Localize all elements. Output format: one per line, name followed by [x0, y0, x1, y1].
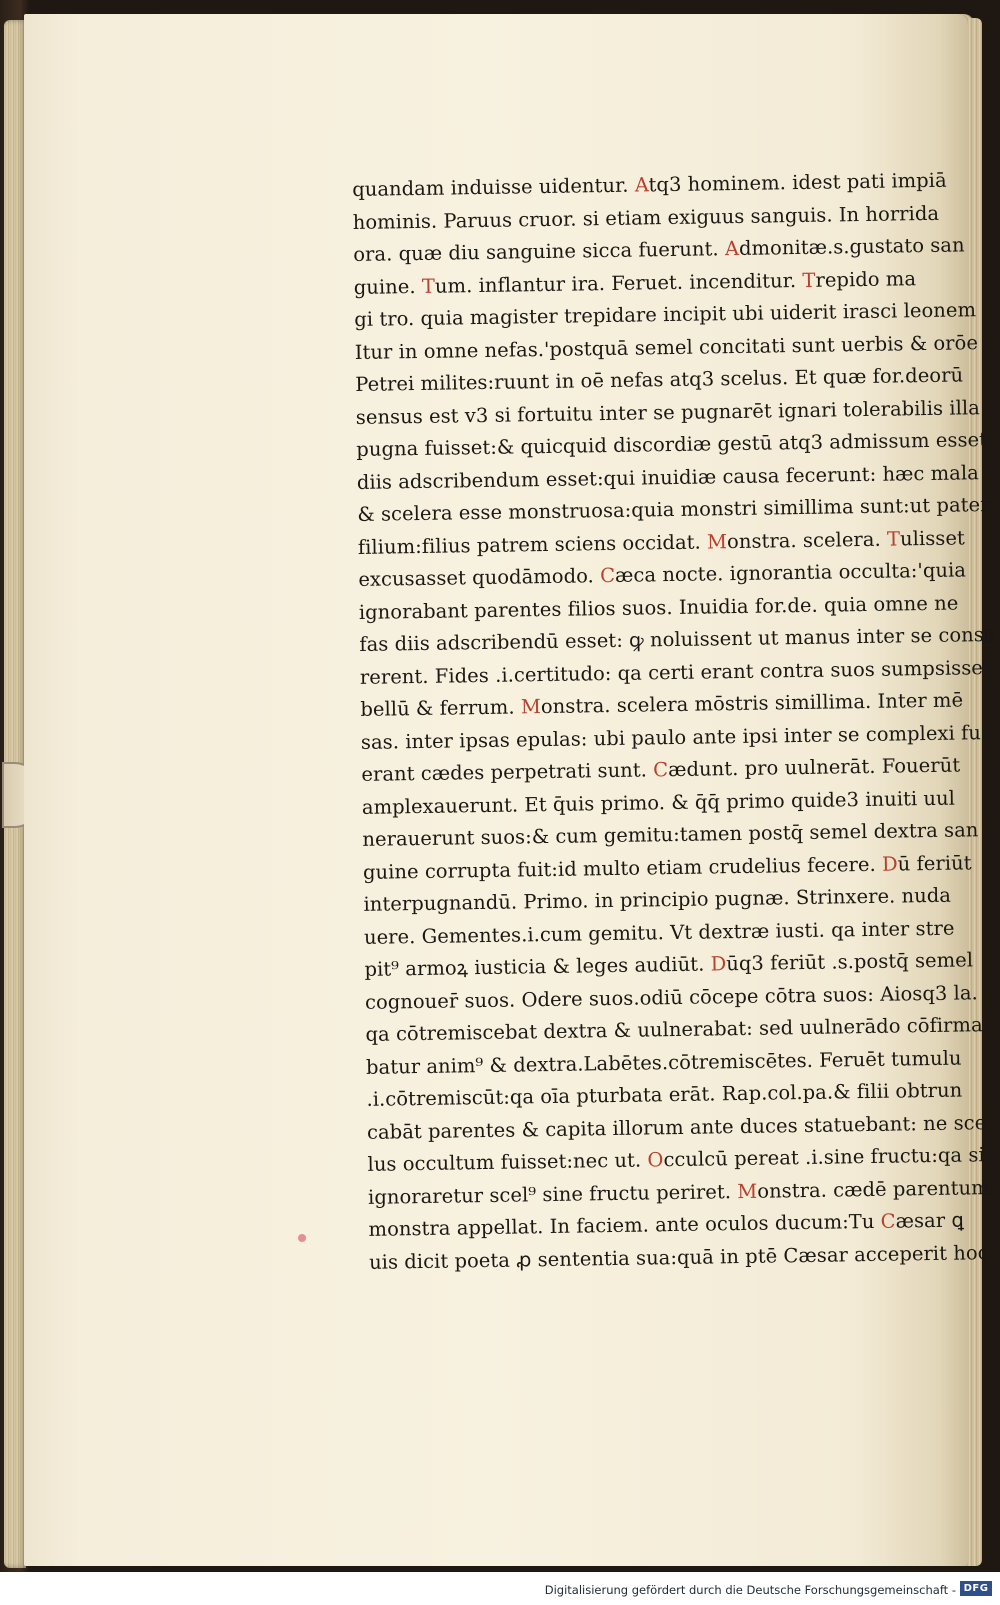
text-segment: uere. Gementes.i.cum gemitu. Vt dextræ iusti. qa inter stre — [363, 916, 955, 949]
text-segment: guine corrupta fuit:id multo etiam crudelius fecere. — [362, 852, 883, 884]
text-segment: pit⁹ armoꝝ iusticia & leges audiūt. — [364, 952, 711, 981]
text-segment: filium:filius patrem sciens occidat. — [357, 529, 708, 559]
dfg-logo: DFG — [960, 1581, 992, 1596]
text-segment: Petrei milites:ruunt in oē nefas atq3 scelus. Et quæ for.deorū — [355, 363, 964, 396]
text-segment: monstra appellat. In faciem. ante oculos ducum:Tu — [368, 1209, 881, 1241]
text-segment: qa cōtremiscebat dextra & uulnerabat: sed uulnerādo cōfirma — [365, 1013, 983, 1046]
footer-bar — [0, 1572, 1000, 1605]
rubric-initial: M — [737, 1179, 758, 1203]
text-segment: cculcū pereat .i.sine fructu:qa si — [663, 1143, 985, 1172]
text-segment: sensus est v3 si fortuitu inter se pugnarēt ignari tolerabilis illa — [355, 395, 981, 429]
text-segment: sas. inter ipsas epulas: ubi paulo ante ipsi inter se complexi fu — [360, 720, 982, 754]
text-segment: .i.cōtremiscūt:qa oīa pturbata erāt. Rap.col.pa.& filii obtrun — [366, 1078, 963, 1111]
text-segment: fas diis adscribendū esset: ꝙ noluissent ut manus inter se conse — [359, 622, 996, 656]
text-segment: um. inflantur ira. Feruet. incenditur. — [434, 268, 803, 298]
text-segment: uis dicit poeta ꝓ sententia sua:quā in ptē Cæsar acceperit hoc — [368, 1240, 989, 1274]
text-segment: dmonitæ.s.gustato san — [738, 233, 965, 260]
text-segment: ulisset — [899, 525, 965, 550]
text-segment: æsar ꝗ — [895, 1208, 964, 1233]
rubric-initial: C — [653, 758, 669, 782]
text-segment: cabāt parentes & capita illorum ante duces statuebant: ne sce — [366, 1110, 987, 1144]
text-segment: repido ma — [815, 266, 917, 292]
rubric-initial: T — [421, 274, 436, 298]
text-segment: pugna fuisset:& quicquid discordiæ gestū atq3 admissum esset — [356, 428, 988, 461]
printed-text-block — [352, 165, 996, 1279]
rubric-initial: O — [647, 1148, 664, 1172]
rubric-initial: D — [881, 852, 898, 876]
text-segment: onstra. scelera mōstris simillima. Inter mē — [540, 688, 964, 719]
rubric-initial: M — [520, 695, 542, 719]
text-segment: cognouer̄ suos. Odere suos.odiū cōcepe cōtra suos: Aiosq3 la. — [364, 980, 978, 1014]
text-segment: onstra. cædē parentum — [757, 1175, 990, 1203]
text-segment: ignoraretur scel⁹ sine fructu periret. — [367, 1179, 738, 1209]
text-segment: gi tro. quia magister trepidare incipit ubi uiderit irasci leonem — [354, 298, 977, 331]
rubric-initial: T — [802, 268, 816, 292]
text-segment: batur anim⁹ & dextra.Labētes.cōtremiscētes. Feruēt tumulu — [365, 1046, 962, 1079]
rubric-initial: A — [724, 236, 740, 261]
rubric-initial: D — [710, 952, 727, 976]
rubric-initial: M — [706, 529, 728, 553]
text-segment: rerent. Fides .i.certitudo: qa certi erant contra suos sumpsisse — [359, 655, 984, 689]
rubric-initial: C — [599, 563, 616, 588]
text-segment: ignorabant parentes filios suos. Inuidia for.de. quia omne ne — [358, 591, 959, 624]
text-segment: guine. — [353, 274, 423, 299]
text-segment: amplexauerunt. Et q̄uis primo. & q̄q̄ primo quide3 inuiti uul — [361, 786, 956, 819]
rubric-initial: C — [880, 1209, 896, 1233]
footer-credit-text: Digitalisierung gefördert durch die Deutsche Forschungsgemeinschaft - — [544, 1583, 956, 1597]
text-segment: erant cædes perpetrati sunt. — [361, 758, 654, 786]
text-segment: æca nocte. ignorantia occulta:'quia — [614, 558, 967, 587]
text-segment: ū feriūt — [897, 850, 972, 876]
text-segment: ora. quæ diu sanguine sicca fuerunt. — [353, 237, 726, 266]
text-segment: onstra. scelera. — [726, 527, 888, 553]
text-segment: hominis. Paruus cruor. si etiam exiguus sanguis. In horrida — [352, 201, 940, 234]
text-segment: & scelera esse monstruosa:quia monstri simillima sunt:ut pater — [357, 493, 990, 526]
rubric-initial: T — [886, 526, 901, 551]
text-segment: Itur in omne nefas.'postquā semel concitati sunt uerbis & orōe — [354, 330, 979, 364]
page-fore-edge — [968, 18, 982, 1566]
rubric-initial: A — [634, 173, 649, 197]
text-segment: lus occultum fuisset:nec ut. — [367, 1148, 648, 1176]
text-segment: ædunt. pro uulnerāt. Fouerūt — [667, 753, 961, 782]
text-segment: ūq3 feriūt .s.postq̄ semel — [726, 948, 974, 976]
margin-mark — [298, 1234, 306, 1242]
text-segment: interpugnandū. Primo. in principio pugnæ. Strinxere. nuda — [363, 883, 952, 916]
text-segment: tq3 hominem. idest pati impiā — [648, 168, 947, 197]
text-segment: diis adscribendum esset:qui inuidiæ causa fecerunt: hæc mala — [356, 460, 980, 494]
text-segment: quandam induisse uidentur. — [352, 173, 635, 201]
text-segment: nerauerunt suos:& cum gemitu:tamen postq̄ semel dextra san — [362, 818, 979, 851]
text-segment: excusasset quodāmodo. — [358, 564, 601, 591]
text-segment: bellū & ferrum. — [360, 695, 522, 721]
